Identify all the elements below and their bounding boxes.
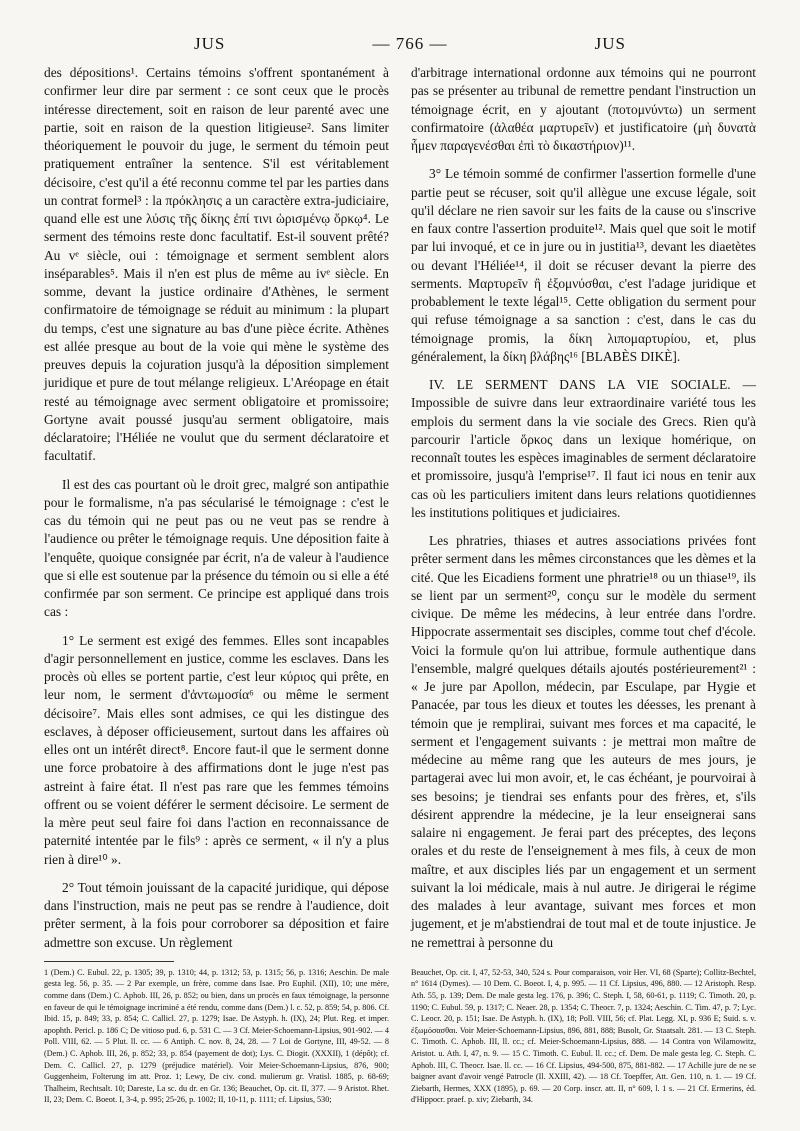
body-columns [44,64,756,952]
footnotes-right: Beauchet, Op. cit. I, 47, 52-53, 340, 524 s. Pour comparaison, voir Her. VI, 68 (Sparte); Collitz-Bechtel, n° 1614 (Dymes). — 10 Dem. C. Boeot. I, 4, p. 995. — 11 Cf. Lipsius, 496, 880. — 12 Aristoph. Resp. Ath. 55, p. 139; Dem. De male gesta leg. 176, p. 396; C. Steph. I, 58, 60-61, p. 1119; C. Timoth. 20, p. 1190; C. Eubul. 59, p. 1317; C. Neaer. 28, p. 1354; C. Theocr. 7, p. 1324; Aeschin. C. Tim. 47, p. 7; Lyc. C. Leocr. 20, p. 151; Isae. De Astyph. h. (IX), 18; Poll. VIII, 56; cf. Plat. Legg. XI, p. 936 E; Suid. s. v. ἐξωμόσασθαι. Voir Meier-Schoemann-Lipsius, 896, 881, 888; Busolt, Gr. Staatsalt. 281. — 13 C. Steph. C. Timoth. C. Aphob. III, ll. cc.; cf. Meier-Schoemann-Lipsius, 888. — 14 Contra von Wilamowitz, Aristot. u. Ath. I, 47, n. 9. — 15 C. Timoth. C. Eubul. ll. cc.; cf. Dem. De male gesta leg. C. Steph. C. Aphob. III, C. Theocr. Isae. ll. cc. — 16 Cf. Lipsius, 494-500, 875, 881-882. — 17 Achille jure de ne se baigner avant d'avoir vengé Patrocle (Il. XXIII, 42). — 18 Cf. Toepffer, Att. Gen. 110, n. 1. — 19 Cf. Ziebarth, Hermes, XXX (1895), p. 69. — 20 Corp. inscr. att. II, n° 609, l. 1 s. — 21 Cf. Ermerins, éd. d'Hippocr. praef. p. xiv; Ziebarth, 34. [411,967,756,1105]
paragraph: IV. LE SERMENT DANS LA VIE SOCIALE. — Impossible de suivre dans leur extraordinaire variété tous les emplois du serment dans la vie sociale des Grecs. Rien qu'à parcourir l'article ὅρκος dans un lexique homérique, on reconnaît toutes les espèces imaginables de serment déclaratoire et promissoire, jusqu'à l'emprise¹⁷. Il faut ici nous en tenir aux cas où les particuliers imitent dans leurs relations quotidiennes les institutions politiques et judiciaires. [411,377,756,520]
paragraph: 3° Le témoin sommé de confirmer l'assertion formelle d'une partie peut se récuser, soit qu'il allègue une excuse légale, soit qu'il déclare ne rien savoir sur les faits de la cause ou s'inscrive en faux contre l'assertion produite¹². Mais quel que soit le motif par lui invoqué, et ce in jure ou in justitia¹³, devant les diaetètes ou devant l'Héliée¹⁴, il doit se récuser devant la pierre des serments. Μαρτυρεῖν ἢ ἐξομνύσθαι, c'est l'adage juridique et probablement le texte légal¹⁵. Cette obligation du serment pour qui refuse témoignage a sa sanction : c'est, dans le cas du témoignage promis, la δίκη λιπομαρτυρίου, et, plus généralement, la δίκη βλάβης¹⁶ [BLABÈS DIKÈ]. [411,166,756,364]
paragraph: 2° Tout témoin jouissant de la capacité juridique, qui dépose dans l'instruction, mais ne peut pas se rendre à l'audience, doit prêter serment, à la fois pour corroborer sa déposition et faire admettre son excuse. Un règlement [44,879,389,950]
paragraph: d'arbitrage international ordonne aux témoins qui ne pourront pas se présenter au tribunal de remettre pendant l'instruction un témoignage écrit, en y ajoutant (ποτομνύντω) un serment confirmatoire (ἀλαθέα μαρτυρεῖν) et justificatoire (μὴ δυνατὰ ἦμεν παραγενέσθαι ἐπὶ τὸ δικαστήριον)¹¹. [411,65,756,153]
footnotes [44,967,756,1106]
running-head-left: JUS [194,34,226,53]
paragraph: Les phratries, thiases et autres associations privées font prêter serment dans les mêmes circonstances que les dèmes et la cité. Que les Eicadiens forment une phratrie¹⁸ ou un thiase¹⁹, ils se lient par un serment²⁰, conçu sur le modèle du serment civique. De même les médecins, à leur entrée dans l'ordre. Hippocrate assermentait ses disciples, comme tout chef d'école. Voici la formule qu'on lui attribue, formule authentique dans l'ensemble, malgré quelques détails ajoutés postérieurement²¹ : « Je jure par Apollon, médecin, par Esculape, par Hygie et Panacée, par tous les dieux et toutes les déesses, les prenant à témoin que je remplirai, suivant mes forces et ma capacité, le serment et l'engagement suivants : je mettrai mon maître de médecine au même rang que les auteurs de mes jours, je partagerai avec lui mon avoir, et, le cas échéant, je pourvoirai à ses besoins; je tiendrai ses enfants pour des frères, et, s'ils désirent apprendre la médecine, je la leur enseignerai sans salaire ni engagement. Je ferai part des préceptes, des leçons orales et du reste de l'enseignement à mes fils, à ceux de mon maître, et aux disciples liés par un engagement et un serment suivant la loi médicale, mais à nul autre. Je dirigerai le régime des malades à leur avantage, suivant mes forces et mon jugement, et je m'abstiendrai de tout mal et de toute injustice. Je ne remettrai à personne du [411,533,756,950]
page-header [44,34,756,54]
paragraph: des dépositions¹. Certains témoins s'offrent spontanément à confirmer leur dire par serment : ce sont ceux que le procès intéresse directement, soit en raison de leur parenté avec une partie, soit en raison de la question litigieuse². Sans limiter théoriquement le pouvoir du juge, le serment du témoin peut pratiquement entraîner la sentence. S'il est véritablement décisoire, c'est qu'il a été reconnu comme tel par les parties dans un contrat formel³ : la πρόκλησις a un caractère extra-judiciaire, quand elle est une λύσις τῆς δίκης ἐπί τινι ὡρισμένῳ ὅρκῳ⁴. Le serment des témoins reste donc facultatif. Est-il souvent prêté? Au vᵉ siècle, oui : témoignage et serment semblent alors inséparables⁵. Mais il n'en est plus de même au ivᵉ siècle. En somme, devant la justice ordinaire d'Athènes, le serment confirmatoire de témoignage se réduit au minimum : la plupart du temps, c'est une signature au bas d'une pièce écrite. Athènes est allée presque au bout de la voie qui mène le système des preuves depuis la cojuration jusqu'à la déposition simplement juridique et pure de tout mélange religieux. L'Aréopage en était resté au témoignage avec serment obligatoire et promissoire; Gortyne avait poussé jusqu'au serment obligatoire, mais déclaratoire; l'Héliée ne voulut que du serment déclaratoire et facultatif. [44,65,389,464]
footnotes-left: 1 (Dem.) C. Eubul. 22, p. 1305; 39, p. 1310; 44, p. 1312; 53, p. 1315; 56, p. 1316; Aeschin. De male gesta leg. 56, p. 35. — 2 Par exemple, un frère, comme dans Isae. Pro Euphil. (XII), 10; une mère, comme dans (Dem.) C. Aphob. III, 26, p. 852; ou bien, dans un procès en faux témoignage, la personne en faveur de qui le témoignage incriminé a été rendu, comme dans (Dem.) l. c. 52, p. 859; 54, p. 806. Cf. Ibid. 15, p. 849; 33, p. 854; C. Callicl. 27, p. 1279; Isae. De Astyph. h. (IX), 24; Plut. Reg. et imper. apophth. Pericl. p. 186 C; De vitioso pud. 6, p. 531 C. — 3 Cf. Meier-Schoemann-Lipsius, 901-902. — 4 Poll. VIII, 62. — 5 Plut. ll. cc. — 6 Antiph. C. nov. 8, 24, 28. — 7 Loi de Gortyne, III, 49-52. — 8 (Dem.) C. Aphob. III, 26, p. 852; 33, p. 854 (payement de dot); Lys. C. Diogit. (XXXII), 1 (dépôt); cf. Dem. C. Callicl. 27, p. 1279 (préjudice matériel). Voir Meier-Schoemann-Lipsius, 876, 900; Guggenheim, Folterung im att. Proz. 1; Lewy, De civ. cond. mulierum gr. Vratisl. 1885, p. 68-69; Thalheim, Rechtsalt. 10; Dareste, La sc. du dr. en Gr. 136; Beauchet, Op. cit. II, 377. — 9 Aristot. Rhet. II, 23; Dem. C. Boeot. I, 3-4, p. 995; 25-26, p. 1002; II, 10-11, p. 1111; cf. Lipsius, 530; [44,967,389,1105]
left-column [44,64,389,952]
page-number: — 766 — [372,34,448,53]
running-head-right: JUS [594,34,626,53]
paragraph: 1° Le serment est exigé des femmes. Elles sont incapables d'agir personnellement en justice, comme les esclaves. Dans les procès où elles se portent partie, c'est leur κύριος qui prête, en leur nom, le serment d'ἀντωμοσία⁶ ou même le serment décisoire⁷. Mais elles sont admises, ce qui les distingue des esclaves, à déposer officieusement, surtout dans les affaires où elles ont un intérêt direct⁸. Encore faut-il que le serment donne une force probatoire à des affirmations dont le juge n'est pas astreint à faire état. Il n'est pas rare que les femmes témoins offrent ou se voient déférer le serment décisoire. Le serment de la mère peut seul faire foi dans l'action en reconnaissance de paternité intentée par le fils⁹ : après ce serment, « il n'y a plus rien à dire¹⁰ ». [44,632,389,867]
paragraph: Il est des cas pourtant où le droit grec, malgré son antipathie pour le formalisme, n'a pas sécularisé le témoignage : c'est le cas du témoin qui ne peut pas ou ne veut pas se rendre à l'audience ou prêter le témoignage requis. Une déposition faite à l'enquête, quoique consignée par écrit, n'a de valeur à l'audience que si elle est soutenue par la présence du témoin ou si elle a été confirmée par son serment. Ce principe est appliqué dans trois cas : [44,476,389,620]
footnote-divider [44,961,174,962]
right-column [411,64,756,952]
